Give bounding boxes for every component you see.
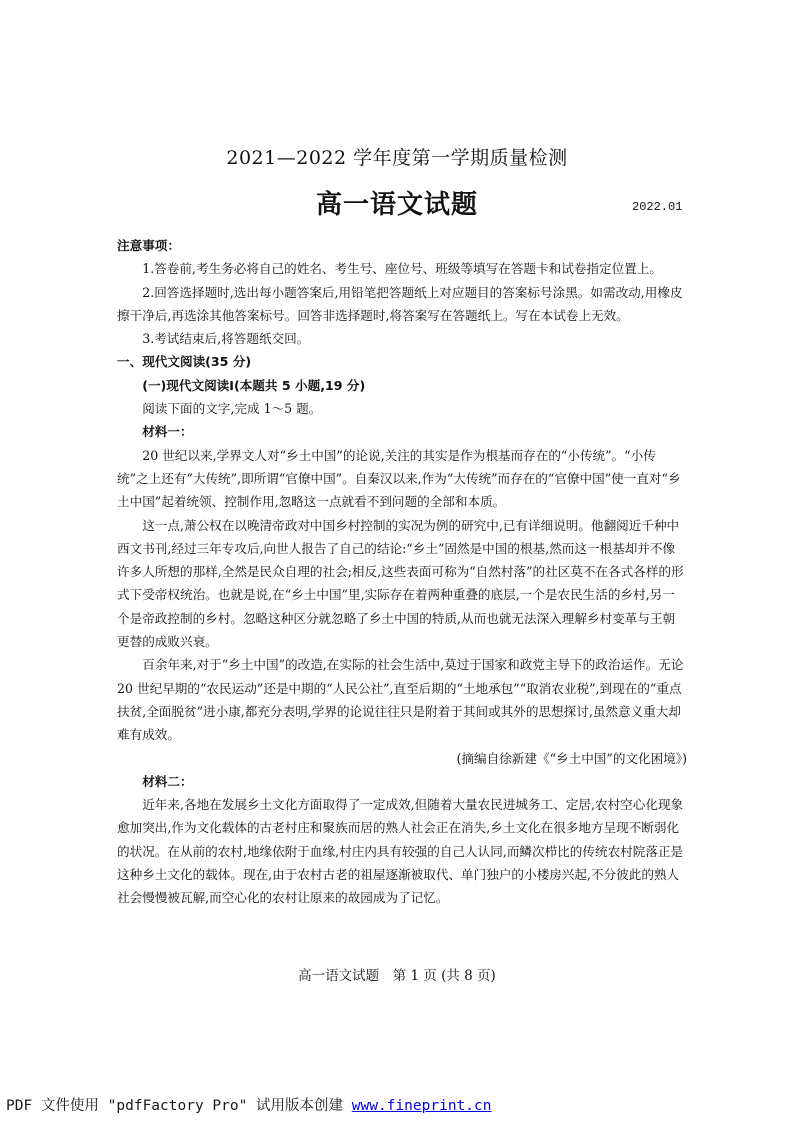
notice-item: 2.回答选择题时,选出每小题答案后,用铅笔把答题纸上对应题目的答案标号涂黑。如需改动,用橡皮擦干净后,再选涂其他答案标号。回答非选择题时,将答案写在答题纸上。写在本试卷上无效。: [117, 284, 683, 323]
section-heading: 一、现代文阅读(35 分): [117, 354, 252, 370]
notice-heading: 注意事项：: [117, 238, 180, 253]
main-title: 高一语文试题: [315, 190, 478, 220]
page-footer: 高一语文试题 第 1 页 (共 8 页): [298, 968, 496, 984]
material-two-label: 材料二：: [142, 773, 193, 789]
material-one-label: 材料一：: [142, 424, 193, 440]
exam-date: 2022.01: [632, 200, 683, 214]
section-instruction: 阅读下面的文字,完成 1～5 题。: [142, 401, 322, 417]
material-one-source: (摘编自徐新建《“乡土中国”的文化困境》): [456, 750, 687, 766]
pdf-note-text: PDF 文件使用 "pdfFactory Pro" 试用版本创建: [6, 1098, 352, 1114]
material-one-paragraph: 这一点,萧公权在以晚清帝政对中国乡村控制的实况为例的研究中,已有详细说明。他翻阅近千种中西文书刊,经过三年专攻后,向世人报告了自己的结论:“乡土”固然是中国的根基,然而这一根基却并不像许多人所想的那样,全然是民众自理的社会;相反,这些表面可称为“自然村落”的社区莫不在各式各样的形式下受帝权统治。也就是说,在“乡土中国”里,实际存在着两种重叠的底层,一个是农民生活的乡村,另一个是帝政控制的乡村。忽略这种区分就忽略了乡土中国的特质,从而也就无法深入理解乡村变革与王朝更替的成败兴衰。: [117, 517, 684, 650]
pdf-watermark-note: [6, 1094, 491, 1115]
exam-title: 2021—2022 学年度第一学期质量检测: [226, 147, 568, 169]
material-one-paragraph: 百余年来,对于“乡土中国”的改造,在实际的社会生活中,莫过于国家和政党主导下的政治运作。无论 20 世纪早期的“农民运动”还是中期的“人民公社”,直至后期的“土地承包”“取消农业税”,到现在的“重点扶贫,全面脱贫”进小康,都充分表明,学界的论说往往只是附着于其间或其外的思想探讨,虽然意义重大却难有成效。: [117, 657, 684, 743]
material-two-paragraph: 近年来,各地在发展乡土文化方面取得了一定成效,但随着大量农民进城务工、定居,农村空心化现象愈加突出,作为文化载体的古老村庄和聚族而居的熟人社会正在消失,乡土文化在很多地方呈现不断弱化的状况。在从前的农村,地缘依附于血缘,村庄内具有较强的自己人认同,而鳞次栉比的传统农村院落正是这种乡土文化的载体。现在,由于农村古老的祖屋逐渐被取代、单门独户的小楼房兴起,不分彼此的熟人社会慢慢被瓦解,而空心化的农村让原来的故园成为了记忆。: [117, 797, 684, 906]
exam-body: [117, 234, 687, 910]
material-one-paragraph: 20 世纪以来,学界文人对“乡土中国”的论说,关注的其实是作为根基而存在的“小传统”。“小传统”之上还有“大传统”,即所谓“官僚中国”。自秦汉以来,作为“大传统”而存在的“官僚中国”使一直对“乡土中国”起着统领、控制作用,忽略这一点就看不到问题的全部和本质。: [117, 447, 681, 510]
fineprint-link[interactable]: www.fineprint.cn: [351, 1098, 492, 1114]
section-subheading: (一)现代文阅读Ⅰ(本题共 5 小题,19 分): [142, 377, 366, 393]
notice-item: 1.答卷前,考生务必将自己的姓名、考生号、座位号、班级等填写在答题卡和试卷指定位置上。: [142, 261, 662, 277]
notice-item: 3.考试结束后,将答题纸交回。: [142, 331, 310, 347]
